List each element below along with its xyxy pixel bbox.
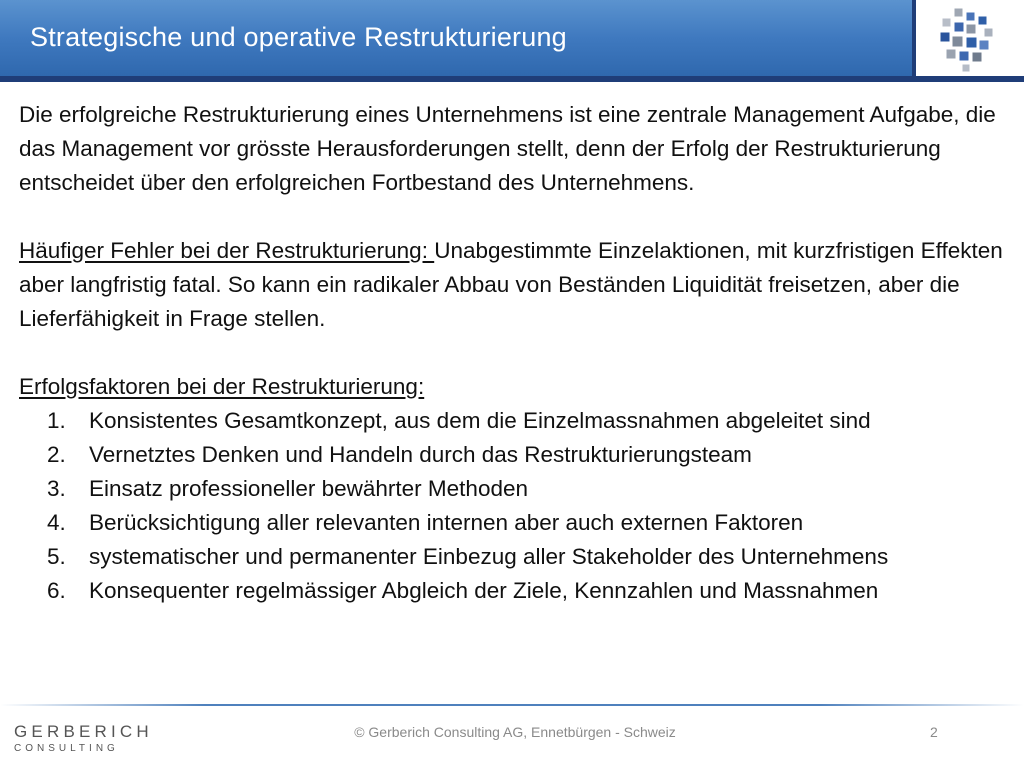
success-factors-list [19,404,1009,608]
list-item-number: 3. [47,476,66,501]
logo [916,0,1024,76]
title-underline [0,76,1024,82]
errors-heading: Häufiger Fehler bei der Restrukturierung: [19,238,435,263]
list-item-text: Vernetztes Denken und Handeln durch das Restrukturierungsteam [89,442,752,467]
list-item-number: 6. [47,578,66,603]
slide-body [19,98,1009,608]
list-item-number: 1. [47,408,66,433]
list-item-text: systematischer und permanenter Einbezug aller Stakeholder des Unternehmens [89,544,889,569]
list-item-text: Konsequenter regelmässiger Abgleich der Ziele, Kennzahlen und Massnahmen [89,578,879,603]
list-item [19,438,1009,472]
list-item-text: Konsistentes Gesamtkonzept, aus dem die Einzelmassnahmen abgeleitet sind [89,408,871,433]
list-item-text: Einsatz professioneller bewährter Methoden [89,476,528,501]
slide-header [0,0,1024,80]
spacer [19,336,1009,370]
list-item [19,404,1009,438]
list-item-number: 5. [47,544,66,569]
list-item [19,540,1009,574]
footer-divider [0,704,1024,706]
slide-title: Strategische und operative Restrukturierung [30,22,567,52]
footer-copyright: © Gerberich Consulting AG, Ennetbürgen - Schweiz [354,724,676,740]
brand-name: GERBERICH [14,722,153,741]
title-bar [0,0,916,76]
cube-cluster-icon [932,4,1004,76]
list-item-number: 2. [47,442,66,467]
intro-paragraph: Die erfolgreiche Restrukturierung eines Unternehmens ist eine zentrale Management Aufgabe, die das Management vor grösste Herausforderungen stellt, denn der Erfolg der Restrukturierung entscheidet über den erfolgreichen Fortbestand des Unternehmens. [19,102,996,195]
success-heading: Erfolgsfaktoren bei der Restrukturierung: [19,374,425,399]
list-item-text: Berücksichtigung aller relevanten internen aber auch externen Faktoren [89,510,804,535]
spacer [19,200,1009,234]
brand-subtitle: CONSULTING [14,743,119,754]
errors-paragraph [19,234,1009,336]
slide-number: 2 [930,724,938,740]
list-item [19,574,1009,608]
brand-logo-text [14,722,153,756]
list-item [19,472,1009,506]
list-item [19,506,1009,540]
errors-text: Unabgestimmte Einzelaktionen, mit kurzfristigen Effekten aber langfristig fatal. So kann ein radikaler Abbau von Beständen Liquidität freisetzen, aber die Lieferfähigkeit in Frage stellen. [19,238,1003,331]
list-item-number: 4. [47,510,66,535]
